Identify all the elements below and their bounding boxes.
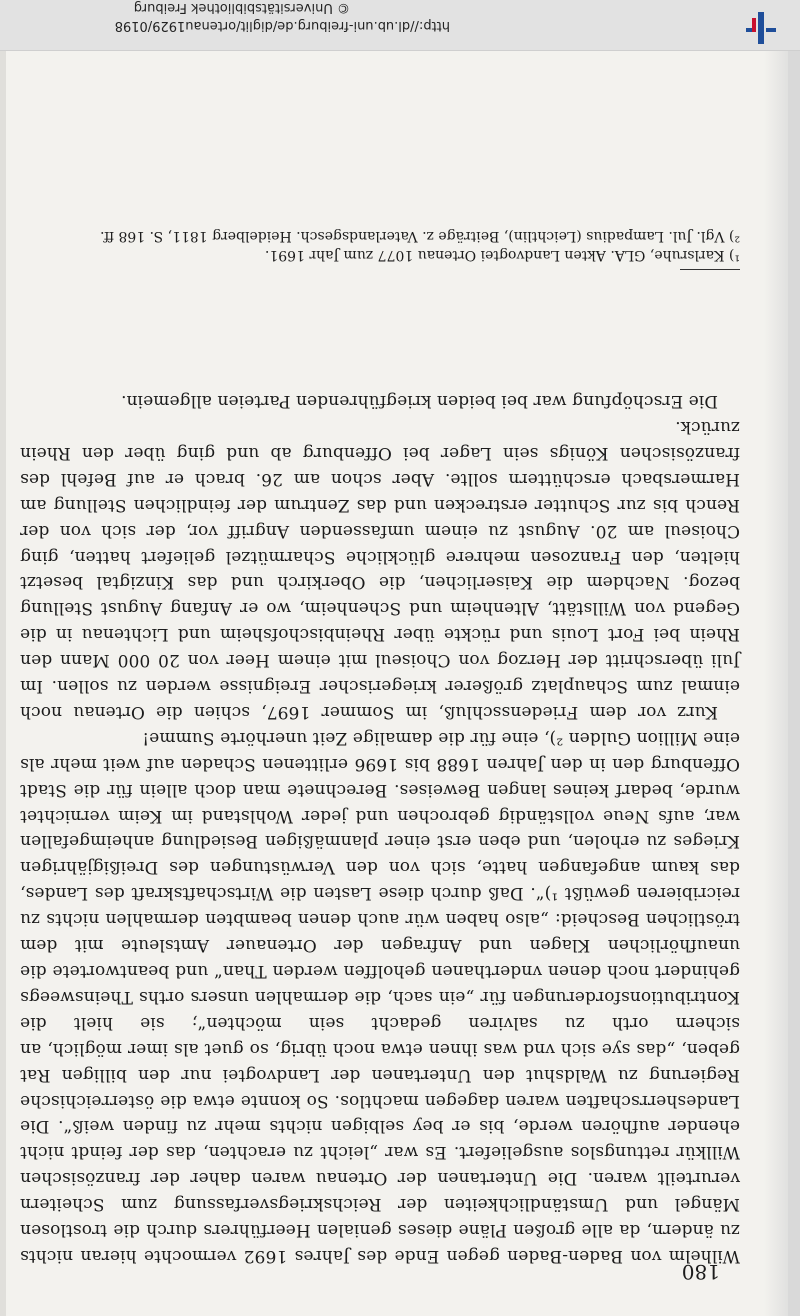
scanned-page (20, 50, 770, 1308)
ub-freiburg-logo-icon (740, 8, 780, 48)
page-number: 180 (681, 1260, 720, 1284)
source-info-bar (0, 0, 800, 51)
paragraph-3: Die Erschöpfung war bei beiden kriegführenden Parteien allgemein. (120, 391, 718, 412)
source-url[interactable]: http://dl.ub.uni-freiburg.de/diglit/ortenau1929/0198 (114, 18, 450, 33)
footnote-separator (680, 269, 740, 270)
page-binding-edge (788, 50, 800, 1316)
page-body (20, 387, 740, 1268)
footnote-2: ²) Vgl. Jul. Lampadius (Leichtlin), Beiträge z. Vaterlandsgesch. Heidelberg 1811, S. 168 ff. (100, 228, 740, 244)
footnote-1: ¹) Karlsruhe, GLA. Akten Landvogtei Ortenau 1077 zum Jahr 1691. (264, 247, 740, 263)
footnotes (20, 226, 740, 264)
copyright-notice: © Universitätsbibliothek Freiburg (133, 0, 350, 15)
paragraph-2: Kurz vor dem Friedensschluß, im Sommer 1697, schien die Ortenau noch einmal zum Schauplatz größerer kriegerischer Ereignisse werden zu sollen. Im Juli überschritt der Herzog von Choiseul mit einem Heer von 20 000 Mann den Rhein bei Fort Louis und rückte über Rheinbischofsheim und Lichtenau in die Gegend von Willstätt, Altenheim und Schenheim, wo er Anfang August Stellung bezog. Nachdem die Kaiserlichen, die Oberkirch und das Kinzigtal besetzt hielten, den Franzosen mehrere glückliche Scharmützel geliefert hatten, ging Choiseul am 20. August zu einem umfassenden Angriff vor, der sich von der Rench bis zur Schutter erstrecken und das Zentrum der feindlichen Stellung am Harmersbach erschüttern sollte. Aber schon am 26. brach er auf Befehl des französischen Königs sein Lager bei Offenburg ab und ging über den Rhein zurück. (20, 417, 740, 722)
page-outer-edge (0, 50, 6, 1316)
paragraph-1: Wilhelm von Baden-Baden gegen Ende des Jahres 1692 vermochte hieran nichts zu ändern, da alle großen Pläne dieses genialen Heerführers durch die trostlosen Mängel und Umständlichkeiten der Reichskriegsverfassung zum Scheitern verurteilt waren. Die Untertanen der Ortenau waren daher der französischen Willkür rettungslos ausgeliefert. Es war „leicht zu erachten, das der feindt nicht ehender aufhören werde, bis er bey selbigen nichts mehr zu finden weiß“. Die Landesherrschaften waren dagegen machtlos. So konnte etwa die österreichische Regierung zu Waldshut den Untertanen der Landvogtei nur den billigen Rat geben, „das sye sich vnd was ihnen etwa noch übrig, so guet als imer möglich, an sichern orth zu salviren gedacht sein möchten“; sie hielt die Kontributionsforderungen für „ein sach, die dermahlen unsers orths Theinsweegs gehindert noch denen vnderthanen geholffen werden Than“ und beantwortete die unaufhörlichen Klagen und Anfragen der Ortenauer Amtsleute mit dem tröstlichen Bescheid: „also haben wür auch denen beambten dermahlen nichts zu reicribieren gewüßt ¹)“. Daß durch diese Lasten die Wirtschaftskraft des Landes, das kaum angefangen hatte, sich von den Verwüstungen des Dreißigjährigen Krieges zu erholen, und eben erst einer planmäßigen Besiedlung anheimgefallen war, aufs Neue vollständig gebrochen und jeder Wohlstand im Keim vernichtet wurde, bedarf keines langen Beweises. Berechnete man doch allein für die Stadt Offenburg den in den Jahren 1688 bis 1696 erlittenen Schaden auf weit mehr als eine Million Gulden ²), eine für die damalige Zeit unerhörte Summe! (20, 727, 740, 1266)
